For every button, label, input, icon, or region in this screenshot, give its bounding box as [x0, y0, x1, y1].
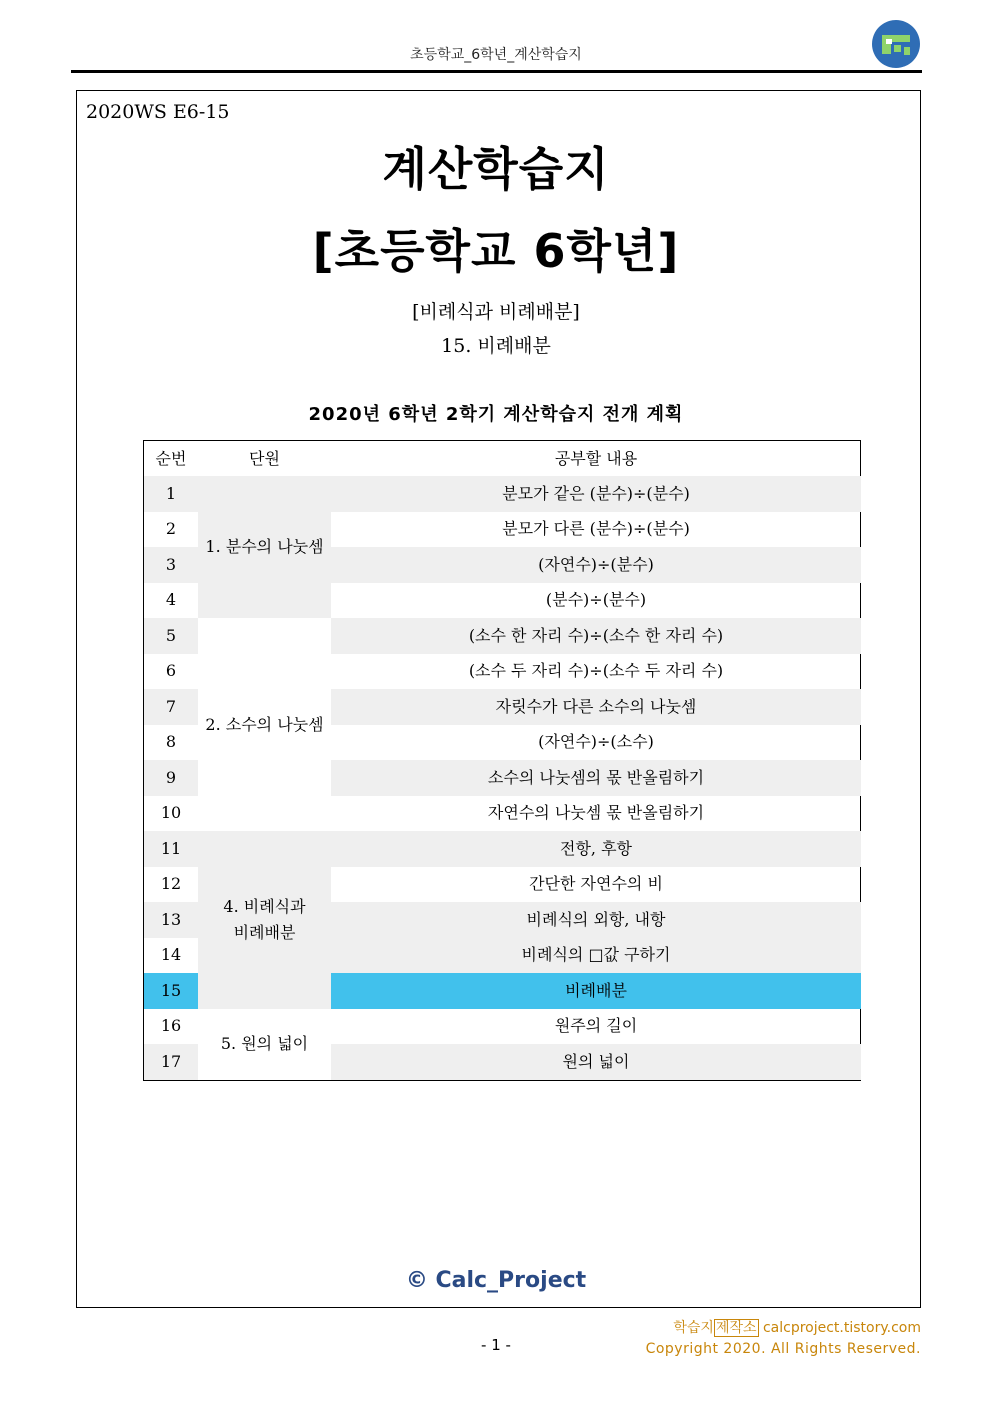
row-content: 자릿수가 다른 소수의 나눗셈 [331, 689, 861, 725]
row-number: 4 [165, 590, 177, 610]
logo-icon [872, 20, 920, 68]
row-number: 5 [144, 618, 198, 654]
row-number: 2 [165, 519, 177, 539]
row-number: 6 [165, 661, 177, 681]
doc-code: 2020WS E6-15 [86, 101, 230, 123]
footer-site-url[interactable]: calcproject.tistory.com [758, 1320, 921, 1336]
plan-title: 2020년 6학년 2학기 계산학습지 전개 계획 [308, 404, 684, 425]
page-number: - 1 - [481, 1336, 511, 1354]
row-content: (소수 한 자리 수)÷(소수 한 자리 수) [331, 618, 861, 654]
row-content: 비례식의 외항, 내항 [331, 902, 861, 938]
row-number: 13 [144, 902, 198, 938]
header-unit: 단원 [249, 448, 280, 468]
row-content: 원주의 길이 [554, 1016, 638, 1036]
row-content: 분모가 같은 (분수)÷(분수) [331, 476, 861, 512]
row-content: 소수의 나눗셈의 몫 반올림하기 [331, 760, 861, 796]
unit-cell: 1. 분수의 나눗셈 [198, 476, 331, 618]
unit-cell: 5. 원의 넓이 [220, 1034, 309, 1054]
unit-cell: 4. 비례식과 비례배분 [198, 831, 331, 1009]
row-number: 12 [160, 874, 182, 894]
page-title: 계산학습지 [382, 142, 610, 196]
row-number: 7 [144, 689, 198, 725]
row-number: 1 [144, 476, 198, 512]
row-number: 17 [144, 1044, 198, 1080]
row-number: 14 [160, 945, 182, 965]
row-content: 비례식의 □값 구하기 [331, 938, 861, 974]
row-content: (소수 두 자리 수)÷(소수 두 자리 수) [468, 661, 724, 681]
row-number: 9 [144, 760, 198, 796]
footer-copyright: Copyright 2020. All Rights Reserved. [645, 1341, 921, 1357]
row-content: 자연수의 나눗셈 몫 반올림하기 [487, 803, 705, 823]
row-content: 원의 넓이 [331, 1044, 861, 1080]
row-number: 11 [144, 831, 198, 867]
unit-cell: 2. 소수의 나눗셈 [205, 714, 324, 734]
row-content: 간단한 자연수의 비 [529, 874, 663, 894]
row-content: (분수)÷(분수) [545, 590, 647, 610]
header-rule [71, 70, 922, 73]
unit-name: [비례식과 비례배분] [412, 301, 580, 323]
row-number: 10 [160, 803, 182, 823]
footer-site[interactable] [673, 1317, 921, 1337]
row-number: 8 [165, 732, 177, 752]
row-number: 15 [144, 973, 198, 1009]
header-num: 순번 [155, 448, 187, 468]
row-content: (자연수)÷(소수) [538, 732, 654, 752]
row-content: 비례배분 [331, 973, 861, 1009]
row-number: 3 [144, 547, 198, 583]
page-subtitle: [초등학교 6학년] [312, 224, 680, 278]
row-number: 16 [160, 1016, 182, 1036]
header-content: 공부할 내용 [554, 448, 638, 468]
plan-table [143, 440, 861, 1081]
footer-site-prefix: 학습지 [673, 1320, 714, 1336]
footer-site-boxed: 제작소 [715, 1320, 757, 1336]
lesson-name: 15. 비례배분 [441, 335, 551, 357]
row-content: 분모가 다른 (분수)÷(분수) [502, 519, 690, 539]
row-content: 전항, 후항 [331, 831, 861, 867]
header-title: 초등학교_6학년_계산학습지 [410, 47, 582, 63]
footer-brand: © Calc_Project [405, 1268, 587, 1293]
row-content: (자연수)÷(분수) [331, 547, 861, 583]
